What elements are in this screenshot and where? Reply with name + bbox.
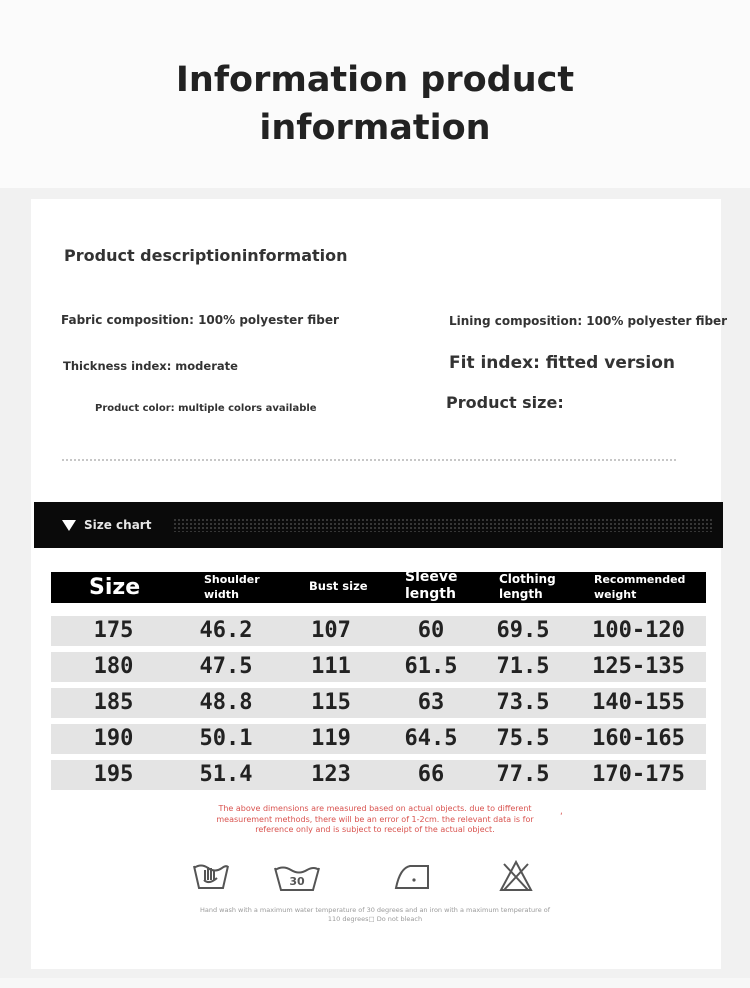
cell-weight: 170-175 <box>592 762 685 787</box>
table-row <box>51 652 706 682</box>
color-info: Product color: multiple colors available <box>95 403 317 414</box>
table-row <box>51 616 706 646</box>
header-size: Size <box>89 575 141 600</box>
cell-size: 195 <box>93 762 134 787</box>
cell-weight: 125-135 <box>592 654 685 679</box>
cell-clothing: 73.5 <box>496 690 550 715</box>
header-weight-line1: Recommended <box>594 573 686 586</box>
thickness-info: Thickness index: moderate <box>63 359 238 373</box>
cell-clothing: 71.5 <box>496 654 550 679</box>
cell-clothing: 77.5 <box>496 762 550 787</box>
cell-shoulder: 48.8 <box>199 690 253 715</box>
size-chart-bar <box>34 502 723 548</box>
note-line3: reference only and is subject to receipt of the actual object. <box>255 825 495 834</box>
cell-bust: 111 <box>311 654 351 679</box>
note-line1: The above dimensions are measured based on actual objects. due to different <box>218 804 532 813</box>
header-weight-line2: weight <box>594 588 637 601</box>
cell-sleeve: 64.5 <box>404 726 458 751</box>
header-shoulder <box>204 572 260 602</box>
triangle-down-icon <box>62 520 76 531</box>
header-sleeve-line1: Sleeve <box>405 569 458 585</box>
iron-icon <box>392 862 432 892</box>
cell-size: 180 <box>93 654 134 679</box>
cell-sleeve: 63 <box>417 690 445 715</box>
cell-size: 175 <box>93 618 134 643</box>
fit-info: Fit index: fitted version <box>449 353 675 373</box>
cell-size: 185 <box>93 690 134 715</box>
lining-info: Lining composition: 100% polyester fiber <box>449 314 728 328</box>
wash-temp: 30 <box>289 875 305 888</box>
header-shoulder-line2: width <box>204 588 239 601</box>
size-chart-label: Size chart <box>84 518 152 532</box>
cell-weight: 100-120 <box>592 618 685 643</box>
header-sleeve-line2: length <box>405 586 456 602</box>
cell-bust: 115 <box>311 690 351 715</box>
care-line1: Hand wash with a maximum water temperature of 30 degrees and an iron with a maximum temperature of <box>199 906 551 914</box>
cell-sleeve: 60 <box>417 618 445 643</box>
cell-weight: 140-155 <box>592 690 685 715</box>
care-instructions <box>180 906 570 924</box>
dotted-divider <box>62 459 676 462</box>
cell-shoulder: 47.5 <box>199 654 253 679</box>
page-title <box>0 56 750 152</box>
table-row <box>51 760 706 790</box>
cell-bust: 107 <box>311 618 351 643</box>
cell-clothing: 69.5 <box>496 618 550 643</box>
table-row <box>51 688 706 718</box>
care-line2: 110 degrees□ Do not bleach <box>327 915 423 923</box>
cell-shoulder: 51.4 <box>199 762 253 787</box>
table-header <box>51 569 706 603</box>
header-shoulder-line1: Shoulder <box>204 573 260 586</box>
header-weight <box>594 572 685 602</box>
header-bust: Bust size <box>309 579 368 593</box>
fabric-info: Fabric composition: 100% polyester fiber <box>61 313 339 327</box>
cell-size: 190 <box>93 726 134 751</box>
header-clothing-line2: length <box>499 587 543 601</box>
bottom-strip <box>0 978 750 988</box>
page-title-line2: information <box>259 108 491 148</box>
cell-sleeve: 61.5 <box>404 654 458 679</box>
cell-shoulder: 46.2 <box>199 618 253 643</box>
cell-weight: 160-165 <box>592 726 685 751</box>
header-clothing-line1: Clothing <box>499 572 556 586</box>
note-line2: measurement methods, there will be an error of 1-2cm. the relevant data is for <box>216 814 534 824</box>
cell-shoulder: 50.1 <box>199 726 253 751</box>
cell-bust: 119 <box>311 726 351 751</box>
hand-wash-icon <box>191 858 231 894</box>
measurement-note <box>180 804 570 836</box>
page-title-line1: Information product <box>175 60 575 100</box>
cell-bust: 123 <box>311 762 351 787</box>
note-mark: ‘ <box>560 812 563 822</box>
header-clothing <box>499 572 556 602</box>
do-not-bleach-icon <box>498 858 534 894</box>
cell-clothing: 75.5 <box>496 726 550 751</box>
cell-sleeve: 66 <box>417 762 445 787</box>
size-info: Product size: <box>446 393 564 412</box>
wash-30-icon <box>272 860 322 894</box>
dot-pattern <box>173 518 713 532</box>
table-row <box>51 724 706 754</box>
section-title: Product descriptioninformation <box>64 246 348 265</box>
header-sleeve <box>405 569 458 603</box>
